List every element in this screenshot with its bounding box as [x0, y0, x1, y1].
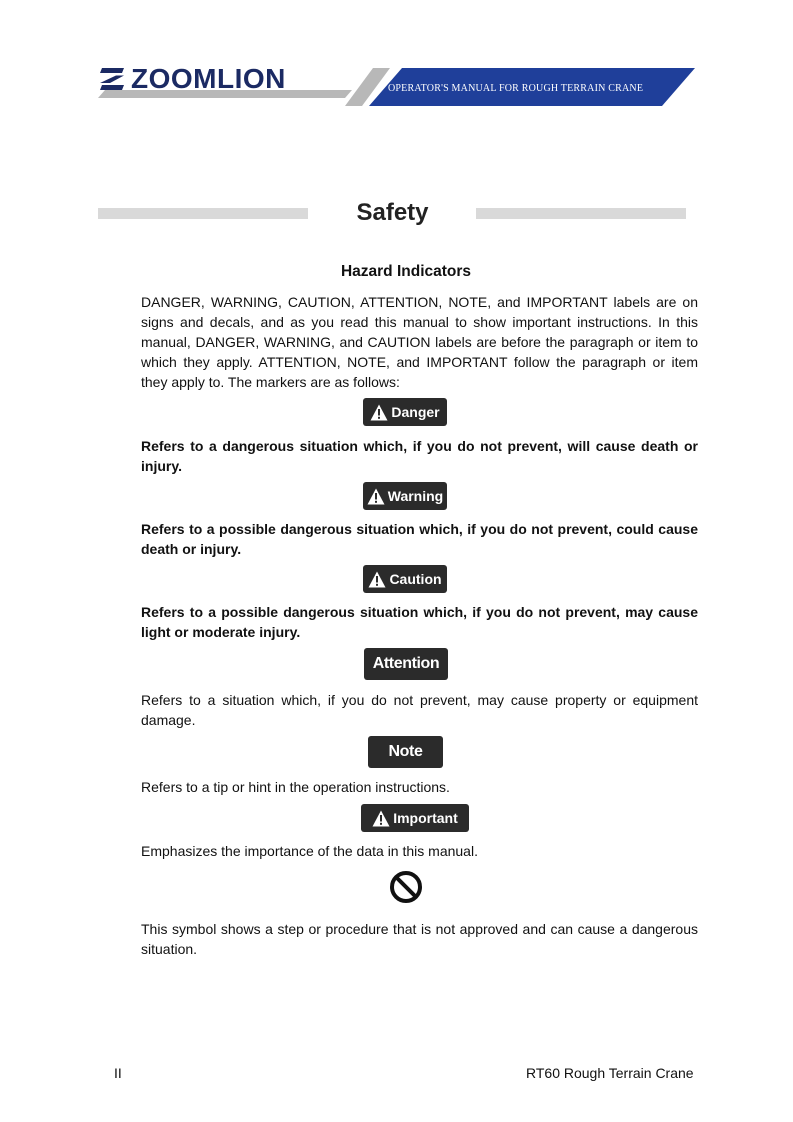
attention-description: Refers to a situation which, if you do not prevent, may cause property or equipment damage.	[141, 692, 698, 728]
warning-label-text: Warning	[387, 488, 444, 504]
danger-label	[363, 398, 447, 426]
caution-label	[363, 565, 447, 593]
header-banner	[0, 0, 793, 120]
page-number: II	[114, 1065, 122, 1081]
danger-label-text: Danger	[391, 404, 440, 420]
prohibited-description: This symbol shows a step or procedure that is not approved and can cause a dangerous situation.	[141, 921, 698, 957]
footer-product: RT60 Rough Terrain Crane	[526, 1065, 694, 1081]
danger-description: Refers to a dangerous situation which, if you do not prevent, will cause death or injury.	[141, 438, 698, 474]
attention-label	[364, 648, 448, 680]
title-rule-right	[476, 208, 686, 219]
zoomlion-logo	[98, 62, 286, 96]
section-heading: Hazard Indicators	[340, 263, 472, 280]
warning-triangle-icon	[372, 810, 390, 827]
note-label	[368, 736, 443, 768]
caution-description: Refers to a possible dangerous situation which, if you do not prevent, may cause light or moderate injury.	[141, 604, 698, 640]
manual-title: OPERATOR'S MANUAL FOR ROUGH TERRAIN CRANE	[388, 83, 644, 94]
brand-name: ZOOMLION	[131, 63, 286, 94]
warning-label	[363, 482, 447, 510]
note-label-text: Note	[388, 743, 423, 760]
warning-triangle-icon	[368, 571, 386, 588]
warning-description: Refers to a possible dangerous situation which, if you do not prevent, could cause death or injury.	[141, 521, 698, 557]
note-description: Refers to a tip or hint in the operation instructions.	[141, 779, 450, 795]
caution-label-text: Caution	[389, 571, 442, 587]
title-rule-left	[98, 208, 308, 219]
intro-paragraph: DANGER, WARNING, CAUTION, ATTENTION, NOTE, and IMPORTANT labels are on signs and decals, and as you read this manual to show important instructions. In this manual, DANGER, WARNING, and CAUTION labels are before the paragraph or item to which they apply. ATTENTION, NOTE, and IMPORTANT follow the paragraph or item they apply to. The markers are as follows:	[141, 294, 698, 390]
important-label-text: Important	[393, 810, 458, 826]
warning-triangle-icon	[370, 404, 388, 421]
page-title: Safety	[356, 199, 429, 226]
important-description: Emphasizes the importance of the data in this manual.	[141, 843, 478, 859]
important-label	[361, 804, 469, 832]
attention-label-text: Attention	[372, 655, 440, 672]
prohibited-icon	[389, 870, 423, 904]
zoomlion-mark-icon	[98, 66, 126, 92]
warning-triangle-icon	[367, 488, 385, 505]
